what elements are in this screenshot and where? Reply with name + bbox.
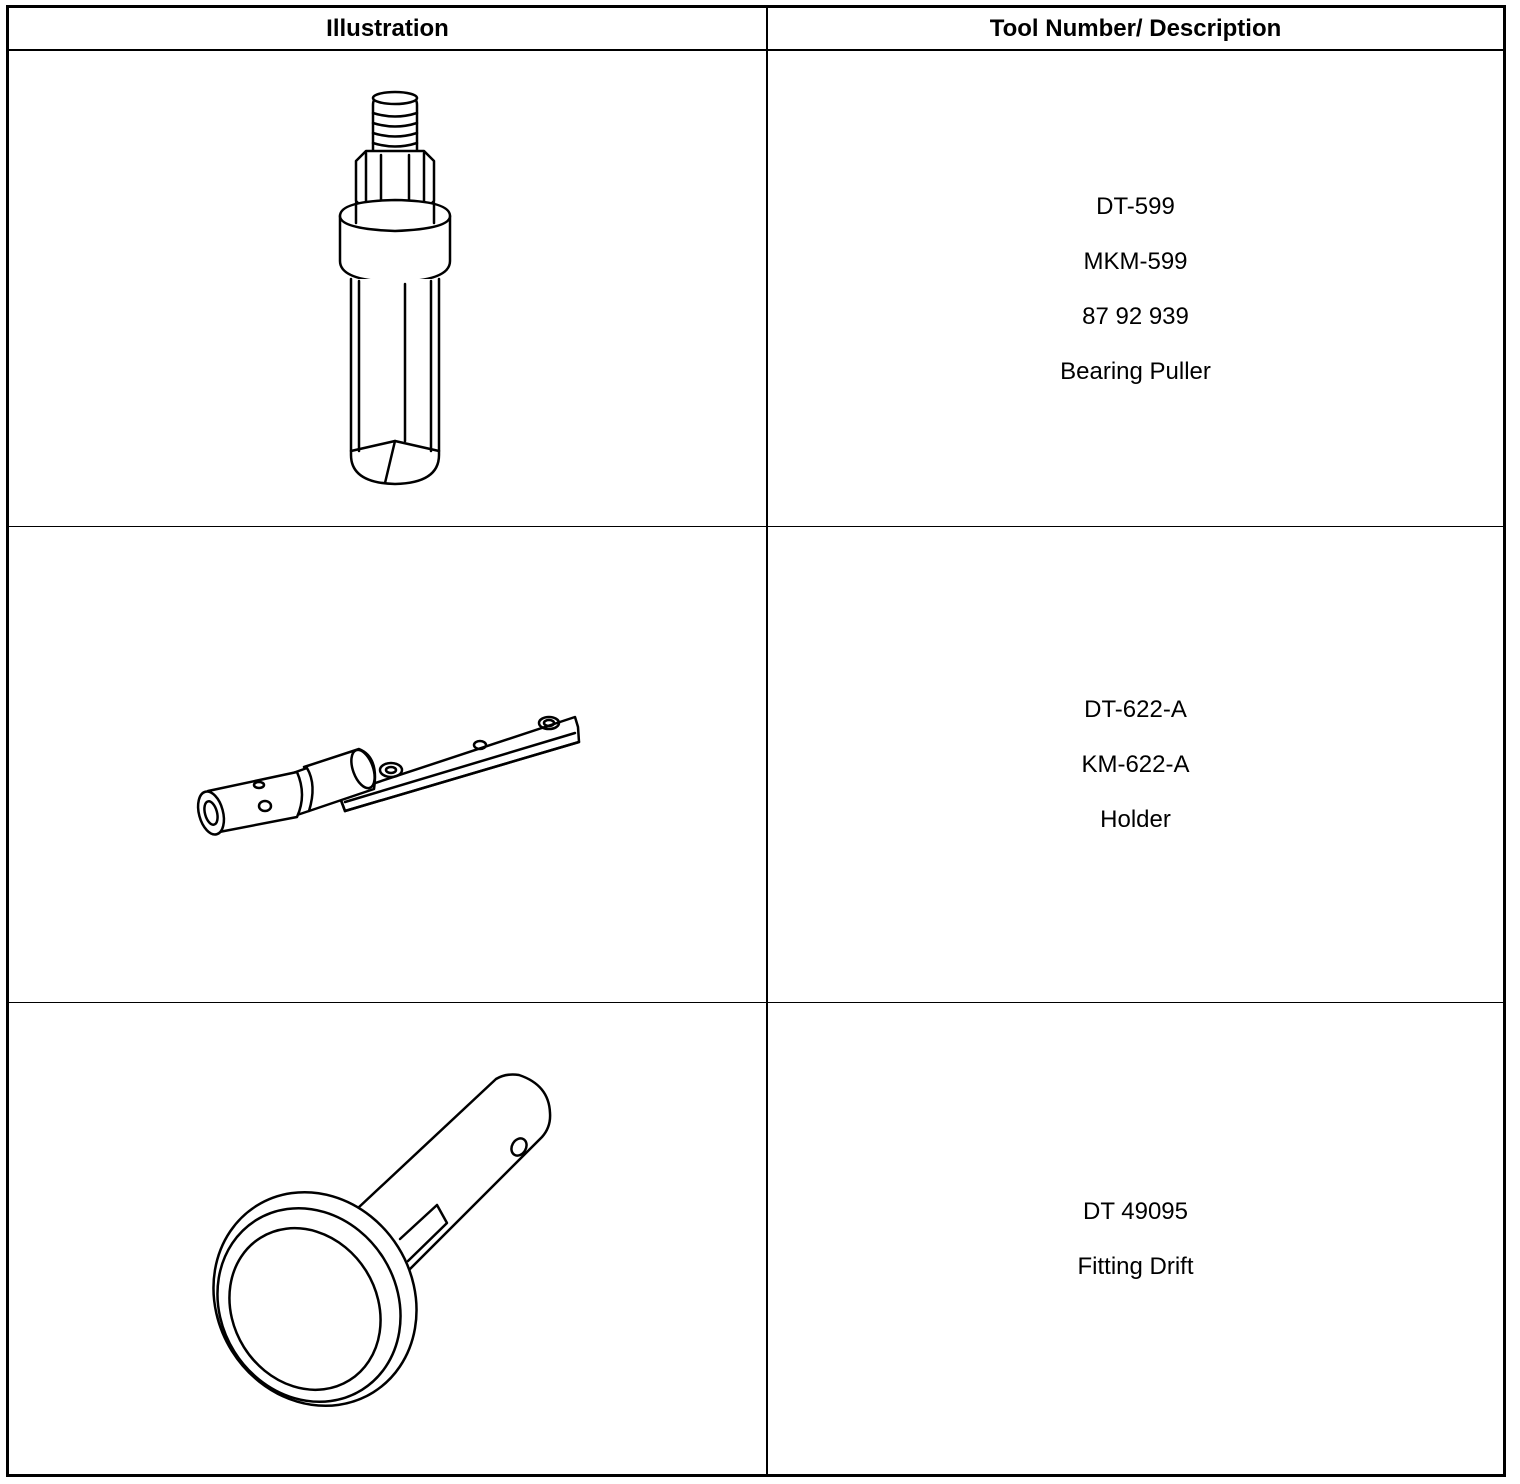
header-illustration: Illustration bbox=[326, 15, 449, 42]
fitting-drift-illustration bbox=[9, 1003, 766, 1474]
tool-number: MKM-599 bbox=[1083, 247, 1188, 275]
tools-table bbox=[6, 5, 1506, 1477]
table-row bbox=[9, 527, 1503, 1003]
description-cell bbox=[768, 527, 1503, 1002]
table-row bbox=[9, 51, 1503, 527]
tool-number: 87 92 939 bbox=[1082, 302, 1189, 330]
illustration-cell bbox=[9, 1003, 766, 1474]
holder-illustration bbox=[9, 527, 766, 1003]
illustration-cell bbox=[9, 527, 766, 1002]
tool-number: DT-622-A bbox=[1084, 696, 1187, 723]
table-row bbox=[9, 1003, 1503, 1474]
tool-description: Holder bbox=[1100, 806, 1171, 833]
bearing-puller-illustration bbox=[9, 51, 766, 527]
tool-number: DT 49095 bbox=[1083, 1197, 1188, 1225]
illustration-cell bbox=[9, 51, 766, 526]
description-cell bbox=[768, 1003, 1503, 1474]
tool-number: KM-622-A bbox=[1081, 751, 1190, 778]
header-tool-description: Tool Number/ Description bbox=[989, 15, 1282, 42]
tool-number: DT-599 bbox=[1096, 192, 1175, 220]
table-header-row bbox=[9, 8, 1503, 51]
description-cell bbox=[768, 51, 1503, 526]
tool-description: Fitting Drift bbox=[1077, 1252, 1194, 1280]
tool-description: Bearing Puller bbox=[1060, 357, 1211, 385]
